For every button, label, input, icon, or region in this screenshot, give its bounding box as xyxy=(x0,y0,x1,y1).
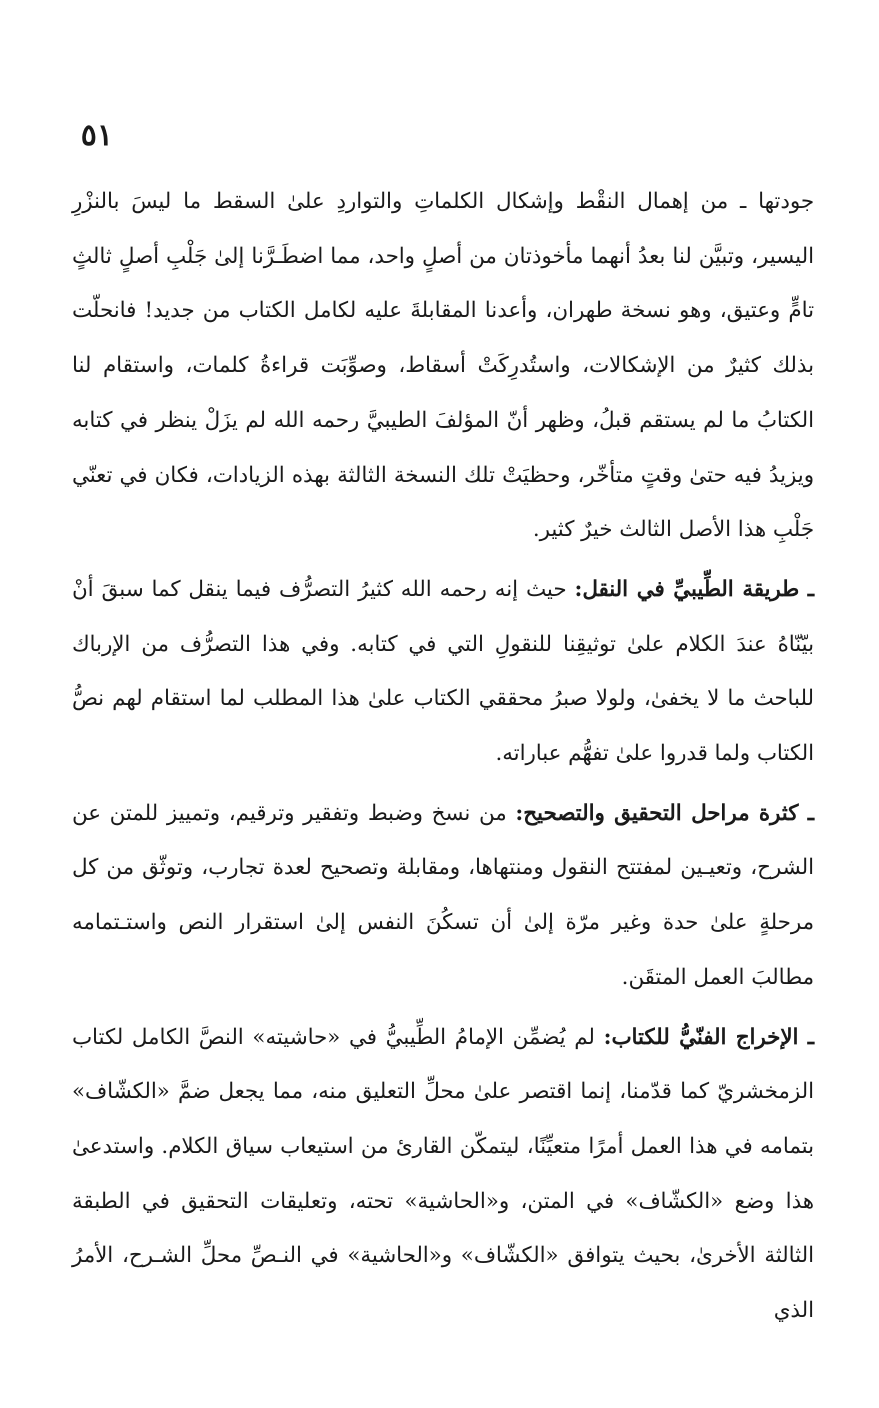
paragraph-heading: ـ طريقة الطِّيبيِّ في النقل: xyxy=(574,576,814,602)
paragraph-technical-layout xyxy=(72,1011,814,1339)
paragraph-heading: ـ الإخراج الفنّيُّ للكتاب: xyxy=(603,1024,814,1050)
paragraph-tibi-quoting-method xyxy=(72,563,814,782)
paragraph-intro-continuation xyxy=(72,175,814,558)
paragraph-heading: ـ كثرة مراحل التحقيق والتصحيح: xyxy=(515,800,814,826)
paragraph-text: لم يُضمِّن الإمامُ الطِّيبيُّ في «حاشيته» النصَّ الكامل لكتاب الزمخشريّ كما قدّمنا، إنما اقتصر علىٰ محلِّ التعليق منه، مما يجعل ضمَّ «الكشّاف» بتمامه في هذا العمل أمرًا متعيِّنًا، ليتمكّن القارئ من استيعاب سياق الكلام. واستدعىٰ هذا وضع «الكشّاف» في المتن، و«الحاشية» تحته، وتعليقات التحقيق في الطبقة الثالثة الأخرىٰ، بحيث يتوافق «الكشّاف» و«الحاشية» في النـصِّ محلِّ الشـرح، الأمرُ الذي xyxy=(72,1024,814,1324)
paragraph-text: جودتها ـ من إهمال النقْط وإشكال الكلماتِ والتواردِ علىٰ السقط ما ليسَ بالنزْرِ اليسير، وتبيَّن لنا بعدُ أنهما مأخوذتان من أصلٍ واحد، مما اضطَـرَّنا إلىٰ جَلْبِ أصلٍ ثالثٍ تامٍّ وعتيق، وهو نسخة طهران، وأعدنا المقابلةَ عليه لكامل الكتاب من جديد! فانحلّت بذلك كثيرٌ من الإشكالات، واستُدرِكَتْ أسقاط، وصوِّبَت قراءةُ كلمات، واستقام لنا الكتابُ ما لم يستقم قبلُ، وظهر أنّ المؤلفَ الطيبيَّ رحمه الله لم يزَلْ ينظر في كتابه ويزيدُ فيه حتىٰ وقتٍ متأخّر، وحظيَتْ تلك النسخة الثالثة بهذه الزيادات، فكان في تعنّي جَلْبِ هذا الأصل الثالث خيرٌ كثير. xyxy=(72,189,814,543)
page-number: ٥١ xyxy=(80,118,113,153)
body-text xyxy=(72,175,814,1344)
paragraph-text: حيث إنه رحمه الله كثيرُ التصرُّف فيما ينقل كما سبقَ أنْ بيّنّاهُ عندَ الكلام علىٰ توثيقِنا للنقولِ التي في كتابه. وفي هذا التصرُّف من الإرباك للباحث ما لا يخفىٰ، ولولا صبرُ محققي الكتاب علىٰ هذا المطلب لما استقام لهم نصُّ الكتاب ولما قدروا علىٰ تفهُّم عباراته. xyxy=(72,576,814,767)
paragraph-verification-stages xyxy=(72,787,814,1006)
paragraph-text: من نسخ وضبط وتفقير وترقيم، وتمييز للمتن عن الشرح، وتعيـين لمفتتح النقول ومنتهاها، ومقابلة وتصحيح لعدة تجارب، وتوثّق من كل مرحلةٍ علىٰ حدة وغير مرّة إلىٰ أن تسكُنَ النفس إلىٰ استقرار النص واستـتمامه مطالبَ العمل المتقَن. xyxy=(72,800,814,990)
